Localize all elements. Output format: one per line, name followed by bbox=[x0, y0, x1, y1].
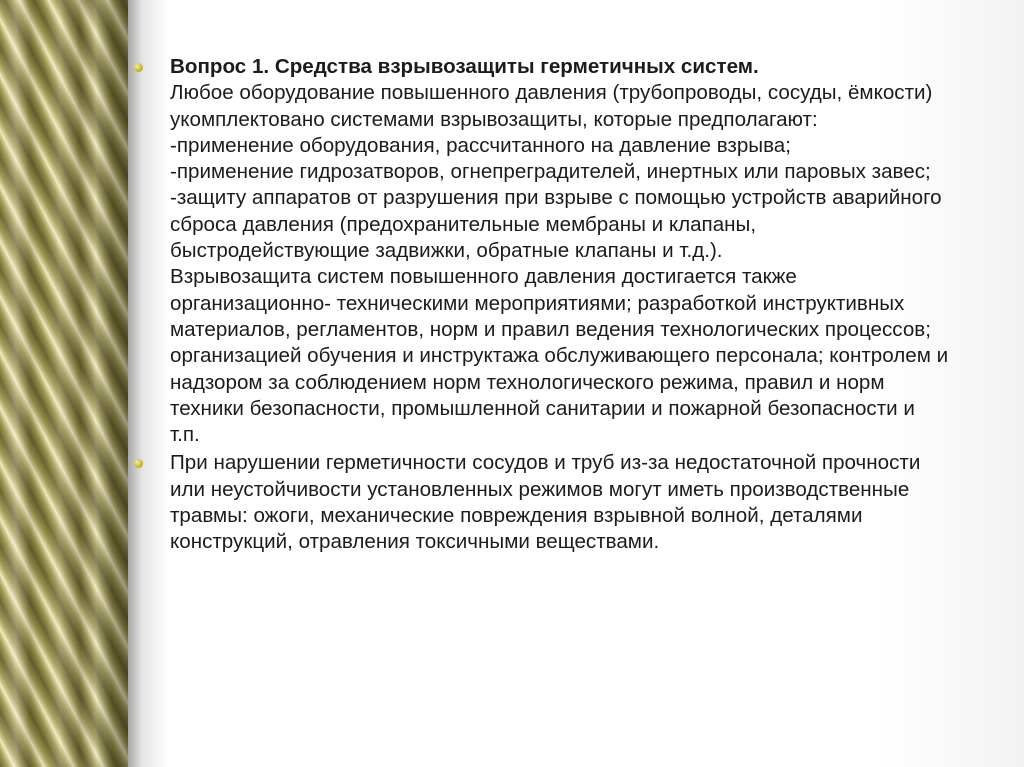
text-line: Взрывозащита систем повышенного давления достигается также bbox=[170, 265, 797, 289]
text-line: или неустойчивости установленных режимов могут иметь производственные bbox=[170, 477, 910, 501]
bullet-dot-icon bbox=[134, 459, 143, 468]
text-line: При нарушении герметичности сосудов и труб из-за недостаточной прочности bbox=[170, 451, 921, 475]
text-line: -защиту аппаратов от разрушения при взрыве с помощью устройств аварийного bbox=[170, 186, 942, 210]
text-line: -применение оборудования, рассчитанного на давление взрыва; bbox=[170, 133, 791, 157]
bullet-item bbox=[134, 450, 1022, 555]
text-line: т.п. bbox=[170, 423, 200, 447]
text-line: организацией обучения и инструктажа обслуживающего персонала; контролем и bbox=[170, 344, 949, 368]
text-line: травмы: ожоги, механические повреждения взрывной волной, деталями bbox=[170, 504, 863, 528]
bullet-item bbox=[134, 54, 1022, 448]
decorative-gold-border bbox=[0, 0, 128, 767]
text-line: надзором за соблюдением норм технологического режима, правил и норм bbox=[170, 370, 885, 394]
text-line: укомплектовано системами взрывозащиты, которые предполагают: bbox=[170, 107, 818, 131]
text-line: материалов, регламентов, норм и правил ведения технологических процессов; bbox=[170, 317, 931, 341]
text-line: организационно- техническими мероприятиями; разработкой инструктивных bbox=[170, 291, 905, 315]
text-line: -применение гидрозатворов, огнепреградителей, инертных или паровых завес; bbox=[170, 160, 931, 184]
text-line: конструкций, отравления токсичными веществами. bbox=[170, 530, 660, 554]
slide-content bbox=[134, 54, 1022, 558]
question-heading: Вопрос 1. Средства взрывозащиты герметичных систем. bbox=[170, 55, 759, 78]
text-line: Любое оборудование повышенного давления (трубопроводы, сосуды, ёмкости) bbox=[170, 81, 933, 105]
bullet-dot-icon bbox=[134, 63, 143, 72]
text-line: сброса давления (предохранительные мембраны и клапаны, bbox=[170, 212, 757, 236]
text-line: техники безопасности, промышленной санитарии и пожарной безопасности и bbox=[170, 396, 915, 420]
text-line: быстродействующие задвижки, обратные клапаны и т.д.). bbox=[170, 239, 723, 263]
